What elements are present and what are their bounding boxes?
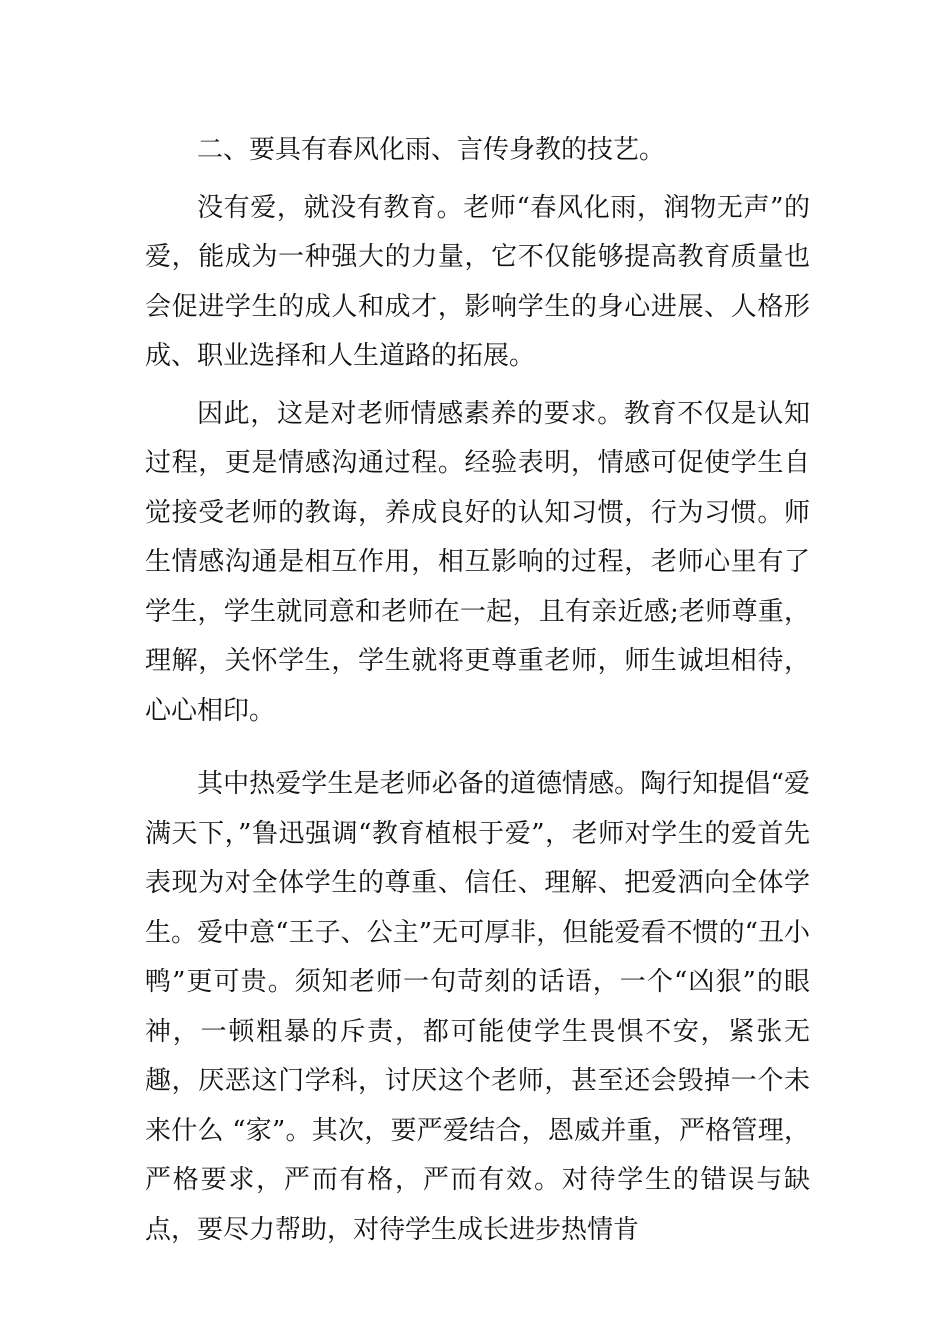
paragraph-love-students: 其中热爱学生是老师必备的道德情感。陶行知提倡“爱满天下，”鲁迅强调“教育植根于爱”，老师对学生的爱首先表现为对全体学生的尊重、信任、理解、把爱洒向全体学生。爱中意“王子、公主”无可厚非，但能爱看不惯的“丑小鸭”更可贵。须知老师一句苛刻的话语，一个“凶狠”的眼神，一顿粗暴的斥责，都可能使学生畏惧不安，紧张无趣，厌恶这门学科，讨厌这个老师，甚至还会毁掉一个未来什么 “家”。其次，要严爱结合，恩威并重，严格管理，严格要求，严而有格，严而有效。对待学生的错误与缺点，要尽力帮助，对待学生成长进步热情肯 bbox=[145, 769, 810, 1245]
document-page bbox=[145, 126, 810, 1255]
paragraph-love-education: 没有爱，就没有教育。老师“春风化雨，润物无声”的爱，能成为一种强大的力量，它不仅能够提高教育质量也会促进学生的成人和成才，影响学生的身心进展、人格形成、职业选择和人生道路的拓展。 bbox=[145, 192, 810, 371]
paragraph-emotional-literacy: 因此，这是对老师情感素养的要求。教育不仅是认知过程，更是情感沟通过程。经验表明，情感可促使学生自觉接受老师的教诲，养成良好的认知习惯，行为习惯。师生情感沟通是相互作用，相互影响的过程，老师心里有了学生，学生就同意和老师在一起，且有亲近感;老师尊重，理解，关怀学生，学生就将更尊重老师，师生诚坦相待，心心相印。 bbox=[145, 398, 810, 726]
section-heading: 二、要具有春风化雨、言传身教的技艺。 bbox=[197, 135, 666, 165]
